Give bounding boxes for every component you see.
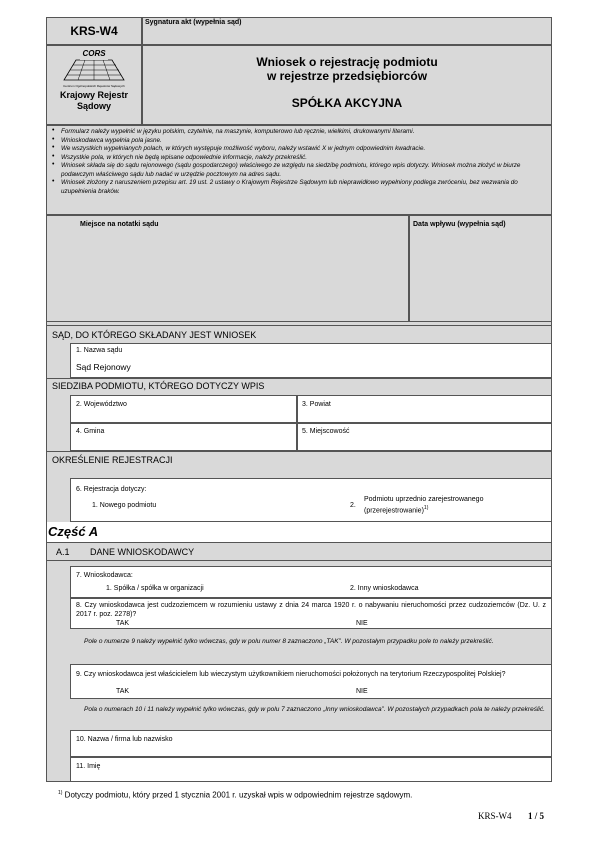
instruction-item: Formularz należy wypełnić w języku polskim, czytelnie, na maszynie, komputerowo lub ręcznie, wielkimi, drukowanymi literami.	[61, 128, 415, 135]
section-divider	[46, 325, 552, 326]
instruction-item: Wniosek złożony z naruszeniem przepisu art. 19 ust. 2 ustawy o Krajowym Rejestrze Sądowym lub nieprawidłowo wypełniony podlega zwróceniu, bez wezwania do uzupełnienia braków.	[61, 179, 518, 195]
seat-section-title: SIEDZIBA PODMIOTU, KTÓREGO DOTYCZY WPIS	[52, 381, 265, 391]
signature-label: Sygnatura akt (wypełnia sąd)	[145, 19, 242, 26]
footnote-ref: 1)	[423, 505, 429, 511]
instruction-item: We wszystkich wypełnianych polach, w których występuje możliwość wyboru, należy wstawić X w jednym odpowiednim kwadracie.	[61, 145, 426, 152]
court-notes-box	[46, 215, 409, 322]
locality-label: 5. Miejscowość	[302, 428, 350, 435]
registration-section-title: OKREŚLENIE REJESTRACJI	[52, 455, 173, 465]
county-label: 3. Powiat	[302, 401, 331, 408]
property-question-text: 9. Czy wnioskodawca jest właścicielem lub wieczystym użytkownikiem nieruchomości położonych na terytorium Rzeczypospolitej Polskiej?	[76, 671, 506, 678]
receipt-date-label: Data wpływu (wypełnia sąd)	[413, 221, 506, 228]
instruction-bullets: • • • • • •	[52, 127, 55, 185]
section-divider	[46, 451, 552, 452]
instruction-item: Wszystkie pola, w których nie będą wpisane odpowiednie informacje, należy przekreślić.	[61, 153, 308, 161]
instruction-item: Wniosek składa się do sądu rejonowego (sądu gospodarczego) właściwego ze względu na siedzibę podmiotu, którego wpis dotyczy. Wniosek można złożyć w biurze podawczym właściwego sądu lub nadać w urzędzie pocztowym na adres sądu.	[61, 162, 521, 178]
section-divider	[46, 378, 552, 379]
form-title-line2: w rejestrze przedsiębiorców	[266, 69, 428, 83]
court-section-title: SĄD, DO KTÓREGO SKŁADANY JEST WNIOSEK	[52, 330, 257, 340]
footer-form-code: KRS-W4	[478, 811, 512, 821]
registry-name-1: Krajowy Rejestr	[59, 90, 129, 100]
receipt-date-box	[409, 215, 552, 322]
footnote-number: 1)	[58, 790, 63, 796]
footnote	[58, 790, 412, 800]
property-no-option[interactable]: NIE	[356, 688, 368, 695]
registration-option-re-num[interactable]: 2.	[350, 502, 356, 509]
footer-page-number: 1 / 5	[528, 811, 545, 821]
part-a-title: Część A	[48, 524, 99, 539]
voivodeship-field[interactable]	[70, 395, 297, 423]
registration-label: 6. Rejestracja dotyczy:	[76, 486, 147, 493]
applicant-type-option-company[interactable]: 1. Spółka / spółka w organizacji	[106, 585, 204, 592]
foreigner-no-option[interactable]: NIE	[356, 620, 368, 627]
court-notes-label: Miejsce na notatki sądu	[80, 221, 159, 228]
registration-option-re-text: (przerejestrowanie)	[364, 507, 424, 515]
section-divider	[46, 542, 552, 543]
county-field[interactable]	[297, 395, 552, 423]
registration-option-re-line1: Podmiotu uprzednio zarejestrowanego	[364, 496, 484, 503]
name-label: 10. Nazwa / firma lub nazwisko	[76, 736, 173, 743]
footnote-text: Dotyczy podmiotu, który przed 1 stycznia 2001 r. uzyskał wpis w odpowiednim rejestrze sądowym.	[62, 790, 413, 800]
foreigner-question-text: 8. Czy wnioskodawca jest cudzoziemcem w rozumieniu ustawy z dnia 24 marca 1920 r. o nabywaniu nieruchomości przez cudzoziemców (Dz. U. z 2017 r. poz. 2278)?	[76, 602, 546, 618]
first-name-label: 11. Imię	[76, 763, 101, 770]
registration-option-re-line2	[364, 505, 428, 514]
applicant-type-field	[70, 566, 552, 598]
section-a1-number: A.1	[56, 547, 70, 557]
property-yes-option[interactable]: TAK	[116, 688, 130, 695]
field9-instruction-note: Pole o numerze 9 należy wypełnić tylko wówczas, gdy w polu numer 8 zaznaczono „TAK”. W pozostałym przypadku pole to należy przekreślić.	[84, 638, 494, 645]
logo-text: CORS	[82, 49, 106, 58]
fields10-11-instruction-note: Pola o numerach 10 i 11 należy wypełnić tylko wówczas, gdy w polu 7 zaznaczono „Inny wnioskodawca”. W pozostałych przypadkach pola te należy przekreślić.	[84, 706, 545, 713]
section-a1-title: DANE WNIOSKODAWCY	[90, 547, 195, 557]
registry-name-2: Sądowy	[76, 101, 111, 111]
court-name-label: 1. Nazwa sądu	[76, 347, 123, 354]
form-title-line1: Wniosek o rejestrację podmiotu	[256, 55, 438, 69]
section-divider	[46, 560, 552, 561]
registration-option-new[interactable]: 1. Nowego podmiotu	[92, 502, 157, 509]
form-code: KRS-W4	[70, 24, 118, 38]
logo-subtitle: Centrum Ogólnopolskich Rejestrów Sądowych	[63, 84, 125, 88]
instruction-item: Wnioskodawca wypełnia pola jasne.	[61, 136, 162, 144]
commune-label: 4. Gmina	[76, 428, 105, 435]
court-name-field[interactable]	[70, 343, 552, 378]
applicant-type-option-other[interactable]: 2. Inny wnioskodawca	[350, 585, 419, 592]
foreigner-yes-option[interactable]: TAK	[116, 620, 130, 627]
form-subtitle: SPÓŁKA AKCYJNA	[291, 96, 403, 110]
name-field[interactable]	[70, 730, 552, 757]
applicant-type-label: 7. Wnioskodawca:	[76, 572, 133, 579]
voivodeship-label: 2. Województwo	[76, 401, 127, 408]
part-a-band	[46, 522, 552, 542]
first-name-field[interactable]	[70, 757, 552, 782]
court-name-value: Sąd Rejonowy	[76, 362, 131, 372]
instructions-box	[46, 125, 552, 215]
